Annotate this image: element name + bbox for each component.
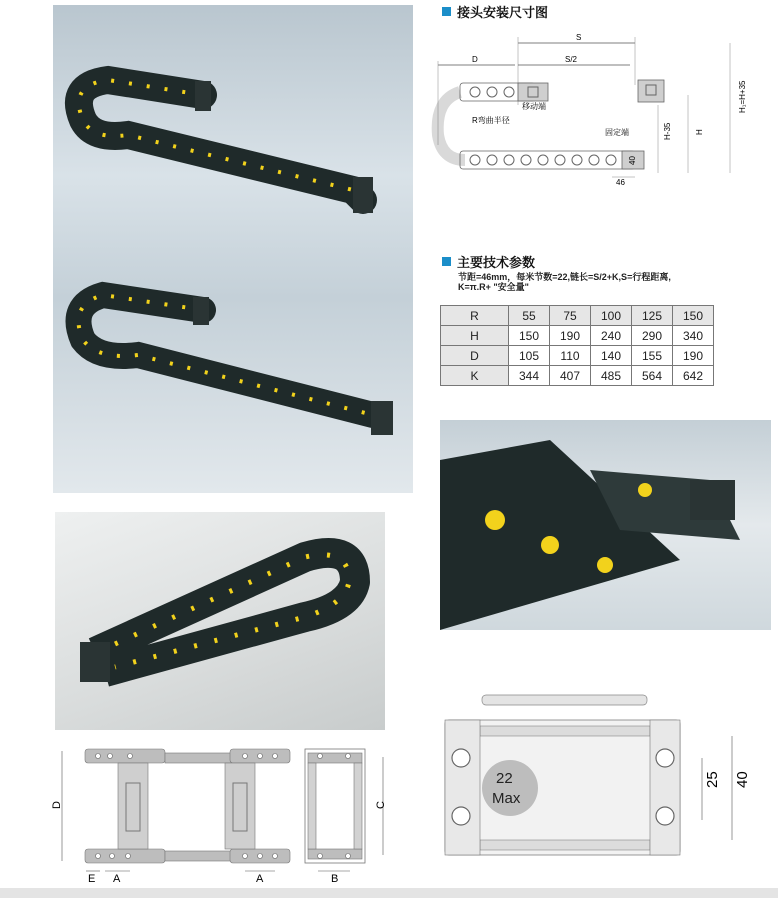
product-photo-main [53, 5, 413, 493]
formula-text: 节距=46mm，每米节数=22,链长=S/2+K,S=行程距离, K=π.R+ "安全量" [458, 272, 671, 292]
section-marker-icon [442, 257, 451, 266]
bend-radius-label: R弯曲半径 [472, 116, 510, 125]
dim-s-label: S [576, 33, 582, 42]
parameter-table [440, 305, 714, 386]
dim-40-label: 40 [628, 156, 637, 165]
footer-band [0, 888, 778, 898]
table-row: K 344 407 485 564 642 [441, 366, 714, 386]
table-row: R 55 75 100 125 150 [441, 306, 714, 326]
product-photo-closeup [440, 420, 771, 630]
install-section-title: 接头安装尺寸图 [442, 2, 548, 21]
dim-h35-label: H-35 [663, 122, 672, 140]
tech-section-title: 主要技术参数 [442, 252, 535, 271]
dim-d-label: D [51, 801, 63, 809]
table-row: H 150 190 240 290 340 [441, 326, 714, 346]
install-diagram [430, 25, 775, 200]
dim-h1-label: H₁=H+35 [738, 80, 747, 113]
dim-25-label: 25 [704, 771, 721, 788]
dim-a-right-label: A [256, 873, 264, 885]
dim-b-label: B [331, 873, 339, 885]
drag-chain-top [79, 80, 373, 213]
moving-end-label: 移动端 [522, 102, 546, 111]
product-photo-loop [55, 512, 385, 730]
table-row: D 105 110 140 155 190 [441, 346, 714, 366]
dim-h-label: H [695, 129, 704, 135]
max-number: 22 [496, 770, 513, 787]
dim-e-label: E [88, 873, 96, 885]
dim-d-label: D [472, 55, 478, 64]
dim-40-label: 40 [734, 771, 751, 788]
dim-a-left-label: A [113, 873, 121, 885]
dim-s2-label: S/2 [565, 55, 578, 64]
section-marker-icon [442, 7, 451, 16]
max-load-circle [482, 760, 538, 816]
dim-c-label: C [375, 801, 387, 809]
fixed-end-label: 固定端 [605, 128, 629, 137]
max-label: Max [492, 790, 521, 807]
dim-46-label: 46 [616, 178, 625, 187]
drag-chain-bottom [79, 295, 394, 435]
cross-section-drawing [440, 690, 775, 860]
link-drawing [50, 745, 395, 885]
